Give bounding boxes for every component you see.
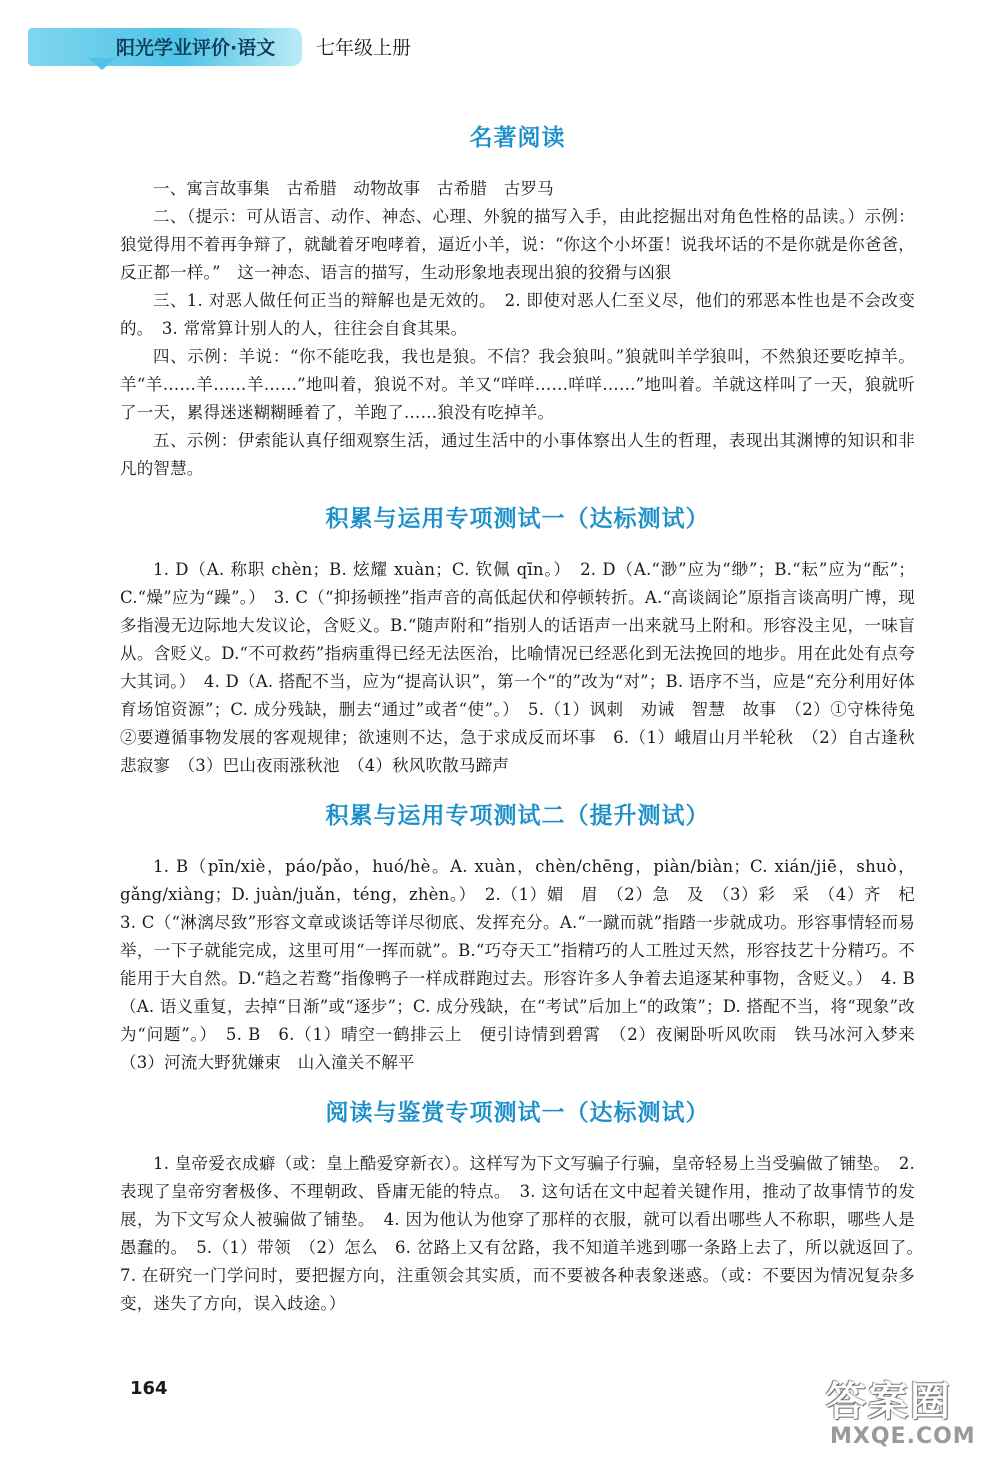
page-content xyxy=(120,118,932,1318)
section-accumulation-test-1 xyxy=(120,499,932,780)
header-series-title: 阳光学业评价·语文 xyxy=(116,37,276,59)
answer-paragraph: 1. B（pīn/xiè，páo/pǎo，huó/hè。A. xuàn，chèn/chēng，piàn/biàn；C. xián/jiē，shuò，gǎng/xiàng；D. juàn/juǎn，téng，zhèn。） 2.（1）媚 眉 （2）急 及 （3）彩 采 （4）齐 杞 3. C（“淋漓尽致”形容文章或谈话等详尽彻底、发挥充分。A.“一蹴而就”指踏一步就成功。形容事情轻而易举，一下子就能完成，这里可用“一挥而就”。B.“巧夺天工”指精巧的人工胜过天然，形容技艺十分精巧。不能用于大自然。D.“趋之若鹜”指像鸭子一样成群跑过去。形容许多人争着去追逐某种事物，含贬义。） 4. B（A. 语义重复，去掉“日渐”或“逐步”；C. 成分残缺，在“考试”后加上“的政策”；D. 搭配不当，将“现象”改为“问题”。） 5. B 6.（1）晴空一鹤排云上 便引诗情到碧霄 （2）夜阑卧听风吹雨 铁马冰河入梦来 （3）河流大野犹嫌束 山入潼关不解平 xyxy=(120,857,932,1072)
answer-paragraph: 一、寓言故事集 古希腊 动物故事 古希腊 古罗马 xyxy=(153,179,554,198)
answer-paragraph: 1. D（A. 称职 chèn；B. 炫耀 xuàn；C. 钦佩 qīn。） 2. D（A.“渺”应为“缈”；B.“耘”应为“酝”；C.“燥”应为“躁”。） 3. C（“抑扬顿挫”指声音的高低起伏和停顿转折。A.“高谈阔论”原指言谈高明广博，现多指漫无边际地大发议论，含贬义。B.“随声附和”指别人的话语声一出来就马上附和。形容没主见，一味盲从。含贬义。D.“不可救药”指病重得已经无法医治，比喻情况已经恶化到无法挽回的地步。用在此处有点夸大其词。） 4. D（A. 搭配不当，应为“提高认识”，第一个“的”改为“对”；B. 语序不当，应是“充分利用好体育场馆资源”；C. 成分残缺，删去“通过”或者“使”。） 5.（1）讽刺 劝诫 智慧 故事 （2）①守株待兔 ②要遵循事物发展的客观规律；欲速则不达，急于求成反而坏事 6.（1）峨眉山月半轮秋 （2）自古逢秋悲寂寥 （3）巴山夜雨涨秋池 （4）秋风吹散马蹄声 xyxy=(120,560,932,775)
watermark-url: MXQE.COM xyxy=(830,1424,976,1449)
section-classic-reading xyxy=(120,118,915,483)
watermark-text: 答案圈 xyxy=(826,1379,952,1425)
section-title: 积累与运用专项测试一（达标测试） xyxy=(325,506,710,532)
header-banner-tail xyxy=(88,58,116,70)
section-title: 积累与运用专项测试二（提升测试） xyxy=(325,803,710,829)
section-reading-test-1 xyxy=(120,1093,932,1318)
answer-paragraph: 四、示例：羊说：“你不能吃我，我也是狼。不信？我会狼叫。”狼就叫羊学狼叫，不然狼还要吃掉羊。羊“羊……羊……羊……”地叫着，狼说不对。羊又“咩咩……咩咩……”地叫着。羊就这样叫了一天，狼就听了一天，累得迷迷糊糊睡着了，羊跑了……狼没有吃掉羊。 xyxy=(120,347,915,422)
header-grade: 七年级上册 xyxy=(316,37,412,59)
answer-paragraph: 二、（提示：可从语言、动作、神态、心理、外貌的描写入手，由此挖掘出对角色性格的品读。）示例：狼觉得用不着再争辩了，就龇着牙咆哮着，逼近小羊，说：“你这个小坏蛋！说我坏话的不是你就是你爸爸，反正都一样。” 这一神态、语言的描写，生动形象地表现出狼的狡猾与凶狠 xyxy=(120,207,915,282)
section-title: 名著阅读 xyxy=(469,125,566,151)
section-title: 阅读与鉴赏专项测试一（达标测试） xyxy=(325,1100,710,1126)
page-header xyxy=(0,0,1000,80)
answer-paragraph: 五、示例：伊索能认真仔细观察生活，通过生活中的小事体察出人生的哲理，表现出其渊博的知识和非凡的智慧。 xyxy=(120,431,915,478)
page-number: 164 xyxy=(130,1378,168,1399)
section-accumulation-test-2 xyxy=(120,796,932,1077)
answer-paragraph: 1. 皇帝爱衣成癖（或：皇上酷爱穿新衣）。这样写为下文写骗子行骗，皇帝轻易上当受骗做了铺垫。 2. 表现了皇帝穷奢极侈、不理朝政、昏庸无能的特点。 3. 这句话在文中起着关键作用，推动了故事情节的发展，为下文写众人被骗做了铺垫。 4. 因为他认为他穿了那样的衣服，就可以看出哪些人不称职，哪些人是愚蠢的。 5.（1）带领 （2）怎么 6. 岔路上又有岔路，我不知道羊逃到哪一条路上去了，所以就返回了。 7. 在研究一门学问时，要把握方向，注重领会其实质，而不要被各种表象迷惑。（或：不要因为情况复杂多变，迷失了方向，误入歧途。） xyxy=(120,1154,932,1313)
watermark-logo xyxy=(806,1370,996,1454)
answer-paragraph: 三、1. 对恶人做任何正当的辩解也是无效的。 2. 即使对恶人仁至义尽，他们的邪恶本性也是不会改变的。 3. 常常算计别人的人，往往会自食其果。 xyxy=(120,291,915,338)
